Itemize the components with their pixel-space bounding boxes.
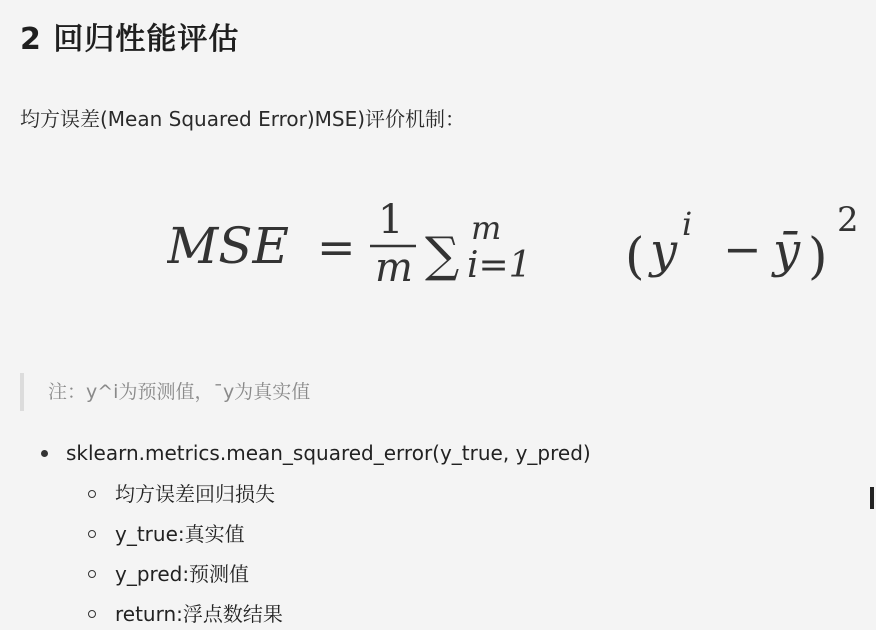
intro-text: 均方误差(Mean Squared Error)MSE)评价机制： — [20, 107, 466, 131]
formula-open-paren: ( — [625, 227, 645, 285]
formula-close-paren: ) — [808, 227, 828, 285]
detail-return: return:浮点数结果 — [115, 602, 283, 626]
bullet-dot-icon — [41, 450, 48, 457]
bullet-circle-icon — [88, 490, 96, 498]
list-item — [20, 434, 591, 630]
formula-lhs: MSE — [167, 217, 289, 275]
api-details-list — [66, 474, 591, 630]
formula-term-base: y — [650, 223, 678, 279]
api-signature: sklearn.metrics.mean_squared_error(y_true, y_pred) — [66, 441, 591, 465]
formula-sum-symbol: ∑ — [425, 227, 460, 283]
formula-minus: − — [723, 222, 762, 276]
bullet-circle-icon — [88, 610, 96, 618]
mse-formula — [167, 195, 867, 295]
page-title: 2 回归性能评估 — [20, 22, 240, 57]
text-cursor — [870, 487, 874, 509]
formula-equals: = — [317, 220, 356, 274]
bullet-circle-icon — [88, 530, 96, 538]
formula-denominator: m — [375, 245, 413, 291]
detail-description: 均方误差回归损失 — [115, 482, 275, 506]
formula-sum-upper: m — [471, 209, 502, 247]
list-item — [66, 594, 591, 630]
note-text: 注：y^i为预测值，¯y为真实值 — [48, 381, 311, 403]
list-item — [66, 474, 591, 514]
formula-term-exp: i — [682, 205, 693, 243]
list-item — [66, 554, 591, 594]
formula-power: 2 — [837, 200, 859, 240]
list-item — [66, 514, 591, 554]
detail-y-pred: y_pred:预测值 — [115, 562, 250, 586]
formula-sum-lower: i=1 — [467, 245, 532, 286]
bullet-circle-icon — [88, 570, 96, 578]
api-list — [20, 434, 591, 630]
note-blockquote — [20, 373, 310, 411]
formula-numerator: 1 — [378, 197, 404, 243]
detail-y-true: y_true:真实值 — [115, 522, 245, 546]
formula-mean-symbol: ȳ — [773, 223, 801, 279]
